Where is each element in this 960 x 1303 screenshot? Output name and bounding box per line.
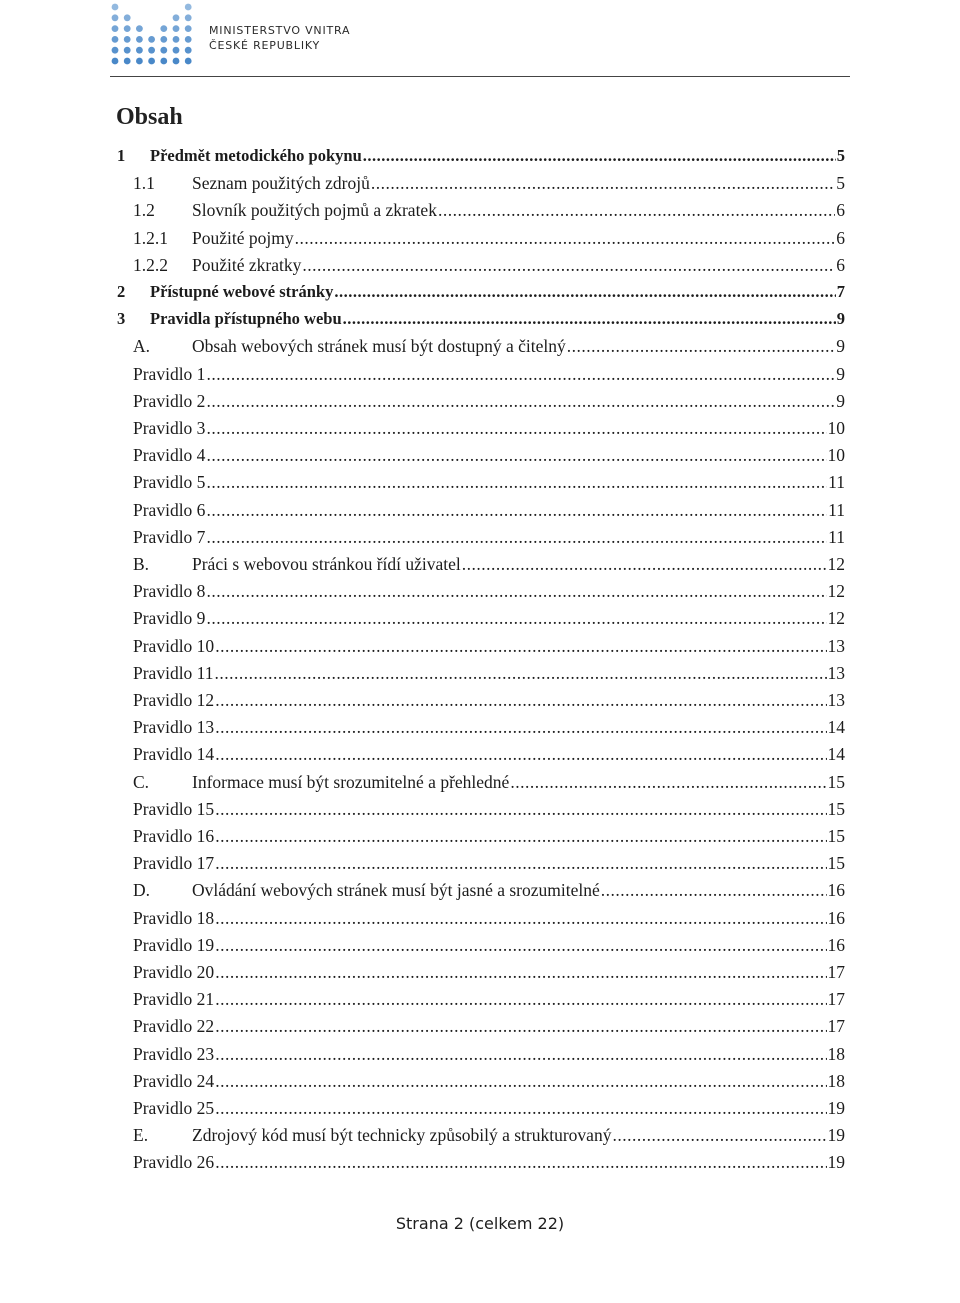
toc-entry-number: 1 (117, 146, 126, 165)
toc-title: Obsah (116, 104, 183, 130)
toc-entry-page: 5 (836, 146, 845, 165)
toc-entry-page: 15 (827, 798, 845, 819)
toc-entry[interactable] (133, 850, 845, 874)
toc-entry-title: Pravidlo 17 (133, 853, 215, 874)
toc-entry[interactable] (117, 306, 845, 330)
toc-entry-title: Pravidla přístupného webu (150, 309, 342, 329)
toc-entry-number: 1.1 (133, 173, 155, 194)
toc-entry[interactable] (133, 333, 845, 357)
toc-entry-title: Slovník použitých pojmů a zkratek (192, 200, 437, 221)
toc-entry-number: B. (133, 554, 150, 574)
toc-entry-page: 19 (827, 1152, 845, 1173)
toc-entry-page: 11 (828, 499, 845, 520)
toc-leader-dots (215, 662, 827, 684)
toc-entry-title: Pravidlo 4 (133, 445, 206, 466)
toc-entry-title: Předmět metodického pokynu (150, 146, 362, 165)
toc-leader-dots (215, 825, 826, 847)
toc-leader-dots (215, 1070, 826, 1092)
toc-leader-dots (215, 961, 826, 983)
toc-entry-page: 6 (836, 227, 845, 248)
toc-entry-page: 11 (828, 526, 845, 547)
toc-entry-title: Pravidlo 14 (133, 744, 215, 765)
toc-leader-dots (215, 798, 826, 820)
toc-entry-title: Pravidlo 19 (133, 934, 215, 955)
toc-entry-page: 11 (828, 472, 845, 493)
toc-entry-page: 14 (827, 717, 845, 738)
toc-entry-title: Pravidlo 25 (133, 1098, 215, 1118)
toc-entry-page: 9 (836, 336, 845, 357)
toc-leader-dots (567, 335, 835, 357)
toc-entry[interactable] (133, 932, 845, 956)
toc-entry-title: Pravidlo 3 (133, 418, 206, 438)
toc-entry[interactable] (133, 388, 845, 412)
header-divider (110, 76, 850, 77)
toc-entry[interactable] (133, 1068, 845, 1092)
toc-entry[interactable] (117, 143, 845, 167)
toc-entry[interactable] (133, 1013, 845, 1037)
toc-entry-page: 5 (836, 173, 845, 194)
page-header (0, 0, 960, 80)
toc-entry-title: Pravidlo 20 (133, 962, 215, 982)
toc-entry-title: Pravidlo 18 (133, 907, 215, 928)
toc-entry[interactable] (133, 361, 845, 385)
toc-entry-page: 17 (827, 962, 845, 982)
toc-entry-number: 1.2.2 (133, 254, 168, 275)
toc-entry[interactable] (133, 741, 845, 765)
toc-leader-dots (215, 743, 826, 765)
toc-entry-page: 19 (827, 1125, 845, 1146)
toc-entry-page: 6 (836, 254, 845, 275)
toc-leader-dots (215, 988, 826, 1010)
toc-entry[interactable] (133, 497, 845, 521)
toc-entry-page: 16 (827, 934, 845, 955)
toc-entry-page: 18 (827, 1043, 845, 1064)
toc-entry-title: Pravidlo 6 (133, 499, 206, 520)
toc-leader-dots (438, 199, 835, 221)
toc-entry-page: 9 (836, 363, 845, 384)
toc-entry[interactable] (133, 905, 845, 929)
toc-entry-title: Pravidlo 12 (133, 690, 215, 710)
toc-leader-dots (206, 499, 827, 521)
toc-entry[interactable] (133, 197, 845, 221)
toc-entry-page: 13 (827, 635, 845, 656)
toc-entry-number: E. (133, 1125, 149, 1146)
toc-entry-title: Práci s webovou stránkou řídí uživatel (192, 554, 461, 574)
organization-name-line2: ČESKÉ REPUBLIKY (209, 39, 321, 52)
toc-entry-page: 15 (827, 853, 845, 874)
toc-leader-dots (206, 471, 827, 493)
toc-entry-title: Pravidlo 15 (133, 798, 215, 819)
toc-leader-dots (215, 1043, 826, 1065)
toc-entry-page: 15 (827, 771, 845, 792)
toc-entry-title: Použité pojmy (192, 227, 294, 248)
toc-leader-dots (462, 553, 827, 575)
toc-entry[interactable] (133, 714, 845, 738)
toc-entry[interactable] (133, 1122, 845, 1146)
toc-entry-title: Pravidlo 2 (133, 390, 206, 411)
toc-entry-title: Informace musí být srozumitelné a přehledné (192, 771, 510, 792)
toc-entry-page: 18 (827, 1070, 845, 1091)
organization-name (209, 23, 350, 53)
toc-entry-page: 17 (827, 989, 845, 1010)
toc-entry[interactable] (133, 877, 845, 901)
toc-leader-dots (295, 227, 836, 249)
toc-leader-dots (510, 771, 826, 793)
toc-entry-title: Pravidlo 5 (133, 472, 206, 493)
toc-leader-dots (601, 879, 827, 901)
toc-entry-title: Pravidlo 11 (133, 662, 214, 683)
toc-entry-title: Ovládání webových stránek musí být jasné a srozumitelné (192, 880, 600, 901)
toc-entry[interactable] (133, 225, 845, 249)
toc-leader-dots (215, 1097, 826, 1119)
toc-entry-number: A. (133, 336, 151, 357)
toc-entry-number: 3 (117, 309, 126, 329)
toc-entry[interactable] (133, 252, 845, 276)
toc-entry-number: C. (133, 771, 150, 792)
toc-entry-number: 1.2.1 (133, 227, 168, 248)
toc-entry-title: Obsah webových stránek musí být dostupný a čitelný (192, 336, 566, 357)
toc-leader-dots (334, 281, 835, 303)
toc-entry-page: 16 (827, 907, 845, 928)
toc-entry-page: 12 (827, 608, 845, 629)
toc-entry-title: Použité zkratky (192, 254, 302, 275)
organization-name-line1: MINISTERSTVO VNITRA (209, 24, 351, 37)
toc-leader-dots (215, 934, 826, 956)
toc-leader-dots (206, 444, 826, 466)
toc-entry-title: Pravidlo 7 (133, 526, 206, 547)
toc-entry[interactable] (133, 986, 845, 1010)
toc-leader-dots (343, 308, 836, 330)
toc-entry-page: 9 (836, 309, 845, 329)
toc-leader-dots (302, 254, 835, 276)
toc-entry[interactable] (133, 687, 845, 711)
toc-leader-dots (363, 145, 836, 167)
toc-entry-title: Pravidlo 23 (133, 1043, 215, 1064)
toc-leader-dots (215, 689, 826, 711)
toc-entry-title: Pravidlo 1 (133, 363, 206, 384)
page-footer: Strana 2 (celkem 22) (395, 1214, 565, 1233)
toc-entry[interactable] (133, 415, 845, 439)
toc-leader-dots (215, 852, 826, 874)
toc-leader-dots (215, 1151, 826, 1173)
toc-entry-number: 2 (117, 282, 126, 301)
toc-entry-page: 9 (836, 390, 845, 411)
toc-entry[interactable] (133, 660, 845, 684)
toc-entry[interactable] (133, 796, 845, 820)
toc-entry-title: Pravidlo 8 (133, 581, 206, 602)
toc-entry-title: Seznam použitých zdrojů (192, 173, 370, 194)
toc-entry-page: 12 (827, 581, 845, 602)
toc-entry-title: Pravidlo 10 (133, 635, 215, 656)
toc-entry[interactable] (133, 769, 845, 793)
toc-leader-dots (215, 907, 826, 929)
toc-entry-page: 17 (827, 1016, 845, 1037)
toc-entry-page: 19 (827, 1098, 845, 1118)
ministry-logo-icon (110, 2, 196, 66)
toc-entry-title: Zdrojový kód musí být technicky způsobilý a strukturovaný (192, 1125, 612, 1146)
toc-entry-title: Pravidlo 16 (133, 826, 215, 846)
toc-entry[interactable] (133, 1041, 845, 1065)
toc-leader-dots (206, 363, 835, 385)
toc-entry-title: Pravidlo 13 (133, 717, 215, 738)
toc-entry-page: 13 (827, 662, 845, 683)
toc-leader-dots (612, 1124, 826, 1146)
toc-leader-dots (206, 580, 826, 602)
toc-entry-title: Přístupné webové stránky (150, 282, 334, 301)
toc-leader-dots (206, 390, 835, 412)
toc-entry-number: 1.2 (133, 200, 155, 221)
toc-entry[interactable] (133, 605, 845, 629)
toc-entry[interactable] (133, 170, 845, 194)
toc-entry[interactable] (133, 959, 845, 983)
toc-entry-number: D. (133, 880, 151, 901)
toc-leader-dots (215, 1015, 826, 1037)
toc-entry[interactable] (133, 1149, 845, 1173)
toc-entry[interactable] (117, 279, 845, 303)
toc-entry-page: 16 (827, 880, 845, 901)
toc-leader-dots (206, 417, 826, 439)
toc-entry-page: 7 (836, 282, 845, 301)
toc-entry[interactable] (133, 1095, 845, 1119)
toc-entry-page: 14 (827, 744, 845, 765)
toc-leader-dots (215, 635, 826, 657)
toc-entry-title: Pravidlo 22 (133, 1016, 215, 1037)
toc-entry-page: 6 (836, 200, 845, 221)
toc-entry-title: Pravidlo 9 (133, 608, 206, 629)
toc-entry[interactable] (133, 524, 845, 548)
toc-entry-page: 13 (827, 690, 845, 710)
toc-entry[interactable] (133, 442, 845, 466)
toc-entry-page: 12 (827, 554, 845, 574)
toc-leader-dots (371, 172, 835, 194)
toc-entry[interactable] (133, 469, 845, 493)
toc-entry[interactable] (133, 823, 845, 847)
toc-leader-dots (215, 716, 826, 738)
toc-entry-page: 10 (827, 418, 845, 438)
toc-entry[interactable] (133, 551, 845, 575)
toc-entry-page: 15 (827, 826, 845, 846)
toc-entry-title: Pravidlo 21 (133, 989, 215, 1010)
toc-entry[interactable] (133, 633, 845, 657)
toc-leader-dots (206, 526, 827, 548)
toc-entry[interactable] (133, 578, 845, 602)
toc-leader-dots (206, 607, 826, 629)
toc-entry-title: Pravidlo 24 (133, 1070, 215, 1091)
toc-entry-title: Pravidlo 26 (133, 1152, 215, 1173)
toc-entry-page: 10 (827, 445, 845, 466)
